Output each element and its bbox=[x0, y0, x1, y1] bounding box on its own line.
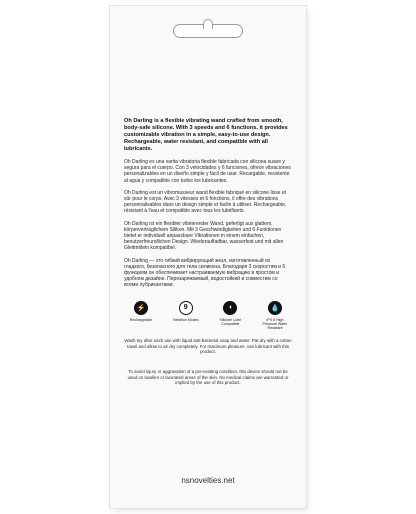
box-content bbox=[124, 118, 292, 386]
feature-silicone-lube bbox=[215, 301, 245, 331]
product-box-back bbox=[110, 6, 306, 508]
feature-ipx6 bbox=[260, 301, 290, 331]
feature-rechargeable bbox=[126, 301, 156, 331]
ipx6-icon: 💧 bbox=[268, 301, 282, 315]
website-url: nsnovelties.net bbox=[181, 476, 235, 485]
feature-label: Silicone Lube Compatible bbox=[219, 317, 242, 326]
feature-icons-row bbox=[126, 301, 290, 331]
vibration-modes-icon: 9 bbox=[179, 301, 193, 315]
feature-label: IPX 6 High Pressure Water Resistant bbox=[262, 317, 288, 331]
feature-vibration-modes bbox=[171, 301, 201, 331]
care-instructions: Wash toy after each use with liquid anti-bacterial soap and water. Pat dry with a cotton towel and allow to air dry completely. For maximum pleasure, use lubricant with this product. bbox=[124, 338, 292, 355]
description-russian: Oh Darling — это гибкий вибрирующий жезл, изготовленный из гладкого, безопасного для тела силикона. Благодаря 3 скоростям и 6 функциям он обеспечивает настраиваемую вибрацию в простом и удобном дизайне. Перезаряжаемый, водостойкий и совместим со всеми лубрикантами. bbox=[124, 257, 286, 289]
description-french: Oh Darling est un vibromasseur wand flexible fabriqué en silicone lisse et sûr pour le corps. Avec 3 vitesses et 6 fonctions, il offre des vibrations personnalisables dans un design simple et facile à utiliser. Rechargeable, résistant à l'eau et compatible avec tous les lubrifiants. bbox=[124, 189, 287, 215]
feature-label: Rechargeable bbox=[129, 317, 153, 322]
silicone-lube-icon: ◖ bbox=[223, 301, 237, 315]
description-german: Oh Darling ist ein flexibler vibrierender Wand, gefertigt aus glattem, körperverträglichem Silikon. Mit 3 Geschwindigkeiten und 6 Funktionen bietet er individuell anpassbare Vibrationen in einem einfachen, benutzerfreundlichen Design. Wiederaufladbar, wasserfest und mit allen Gleitmitteln kompatibel. bbox=[124, 220, 284, 252]
hang-tab-slot bbox=[173, 24, 243, 38]
description-spanish: Oh Darling es una varita vibratoria flexible fabricada con silicona suave y segura para el cuerpo. Con 3 velocidades y 6 funciones, ofrece vibraciones personalizables en un diseño simple y fácil de usar. Recargable, resistente al agua y compatible con todos los lubricantes. bbox=[124, 159, 291, 184]
warning-text: To avoid injury or aggravation of a pre-existing condition, this device should not be used on swollen or lacerated areas of the skin. No medical claims are warranted or implied by the use of this product. bbox=[127, 369, 289, 386]
rechargeable-icon: ⚡ bbox=[134, 301, 148, 315]
feature-label: Vibration Modes bbox=[172, 317, 199, 322]
description-english: Oh Darling is a flexible vibrating wand crafted from smooth, body-safe silicone. With 3 speeds and 6 functions, it provides customizable vibration in a simple, easy-to-use design. Rechargeable, water resistant, and compatible with all lubricants. bbox=[124, 118, 288, 152]
